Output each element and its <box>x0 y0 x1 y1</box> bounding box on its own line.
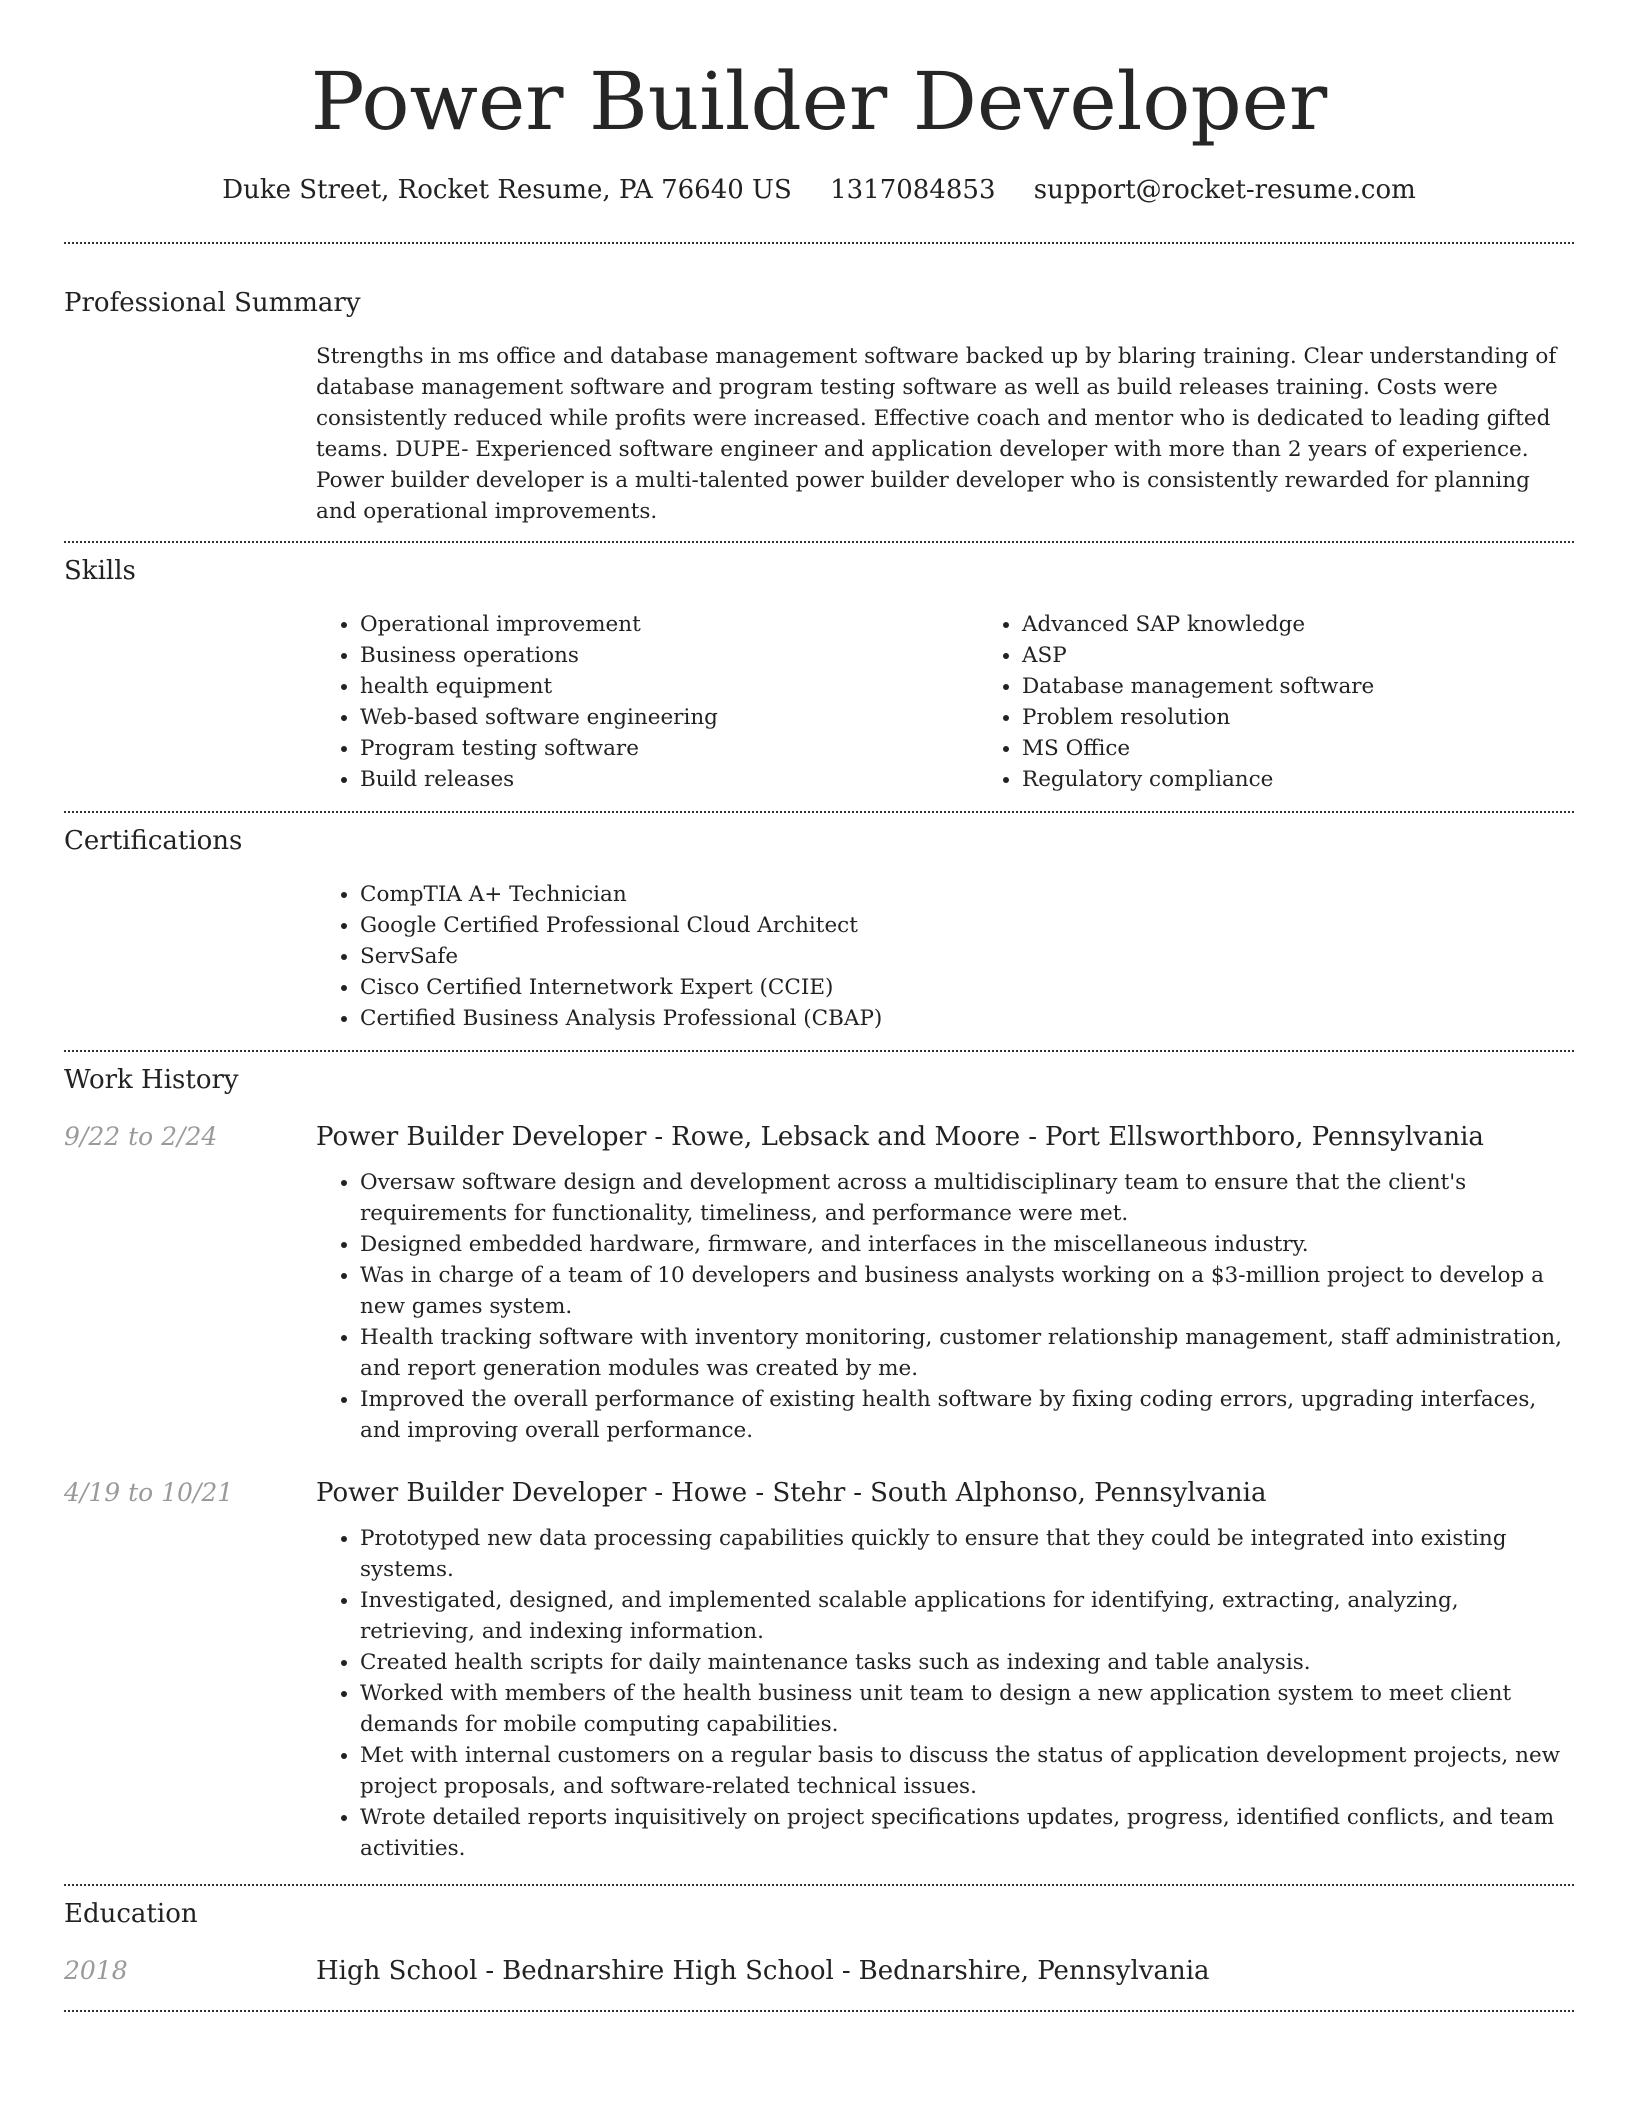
work-history-section <box>64 1064 1574 1864</box>
job-role: Power Builder Developer <box>316 1122 647 1152</box>
skill-item: • Build releases <box>360 764 978 795</box>
title-separator: - <box>485 1956 495 1986</box>
title-separator: - <box>841 1956 851 1986</box>
section-title-work-history: Work History <box>64 1065 239 1095</box>
job-bullet: • Oversaw software design and development across a multidisciplinary team to ensure that the client's requirements for functionality, timeliness, and performance were met. <box>360 1167 1574 1229</box>
certifications-content <box>316 879 1574 1034</box>
education-degree: High School <box>316 1956 478 1986</box>
divider <box>64 242 1574 244</box>
job-dates: 9/22 to 2/24 <box>64 1122 218 1151</box>
skills-section <box>64 555 1574 795</box>
section-title-summary: Professional Summary <box>64 288 361 318</box>
skill-item: • Web-based software engineering <box>360 702 978 733</box>
education-title-line <box>316 1954 1210 1988</box>
job-bullet: • Investigated, designed, and implemented scalable applications for identifying, extracting, analyzing, retrieving, and indexing information. <box>360 1585 1574 1647</box>
divider <box>64 1050 1574 1052</box>
job-bullet: • Worked with members of the health business unit team to design a new application system to meet client demands for mobile computing capabilities. <box>360 1678 1574 1740</box>
section-title-certifications: Certifications <box>64 826 243 856</box>
title-separator: - <box>853 1478 863 1508</box>
education-school: Bednarshire High School <box>502 1956 834 1986</box>
education-header <box>64 1954 1574 1988</box>
certification-item: • Cisco Certified Internetwork Expert (CCIE) <box>360 972 1574 1003</box>
divider <box>64 541 1574 543</box>
job-title-line <box>316 1476 1266 1510</box>
education-location: Bednarshire, Pennsylvania <box>858 1956 1210 1986</box>
certification-item: • Google Certified Professional Cloud Architect <box>360 910 1574 941</box>
title-separator: - <box>654 1122 664 1152</box>
skill-item: • ASP <box>1022 640 1632 671</box>
contact-phone: 1317084853 <box>830 175 996 205</box>
job-header <box>64 1120 1574 1154</box>
skill-item: • Program testing software <box>360 733 978 764</box>
job-bullet: • Met with internal customers on a regular basis to discuss the status of application development projects, new project proposals, and software-related technical issues. <box>360 1740 1574 1802</box>
skill-item: • Business operations <box>360 640 978 671</box>
summary-content <box>316 341 1574 527</box>
job-bullet: • Wrote detailed reports inquisitively on project specifications updates, progress, identified conflicts, and team activities. <box>360 1802 1574 1864</box>
skills-list-right <box>978 609 1632 795</box>
contact-email: support@rocket-resume.com <box>1033 175 1416 205</box>
skill-item: • Regulatory compliance <box>1022 764 1632 795</box>
candidate-name: Power Builder Developer <box>310 55 1328 148</box>
job-bullets <box>316 1167 1574 1446</box>
job-bullet: • Created health scripts for daily maintenance tasks such as indexing and table analysis. <box>360 1647 1574 1678</box>
skill-item: • Database management software <box>1022 671 1632 702</box>
job-bullet: • Was in charge of a team of 10 developers and business analysts working on a $3-million project to develop a new games system. <box>360 1260 1574 1322</box>
job-details <box>316 1167 1574 1446</box>
certification-item: • Certified Business Analysis Professional (CBAP) <box>360 1003 1574 1034</box>
job-title-line <box>316 1120 1484 1154</box>
job-details <box>316 1523 1574 1864</box>
job-bullet: • Improved the overall performance of existing health software by fixing coding errors, upgrading interfaces, and improving overall performance. <box>360 1384 1574 1446</box>
skills-grid <box>316 609 1574 795</box>
job-company: Rowe, Lebsack and Moore <box>671 1122 1021 1152</box>
job-header <box>64 1476 1574 1510</box>
title-separator: - <box>1028 1122 1037 1152</box>
education-year: 2018 <box>64 1956 128 1985</box>
summary-section <box>64 287 1574 527</box>
summary-text: Strengths in ms office and database management software backed up by blaring training. Clear understanding of database management software and program testing software as well as build releases training. Costs were consistently reduced while profits were increased. Effective coach and mentor who is dedicated to leading gifted teams. DUPE- Experienced software engineer and application developer with more than 2 years of experience. Power builder developer is a multi-talented power builder developer who is consistently rewarded for planning and operational improvements. <box>316 344 1557 524</box>
job-entry <box>64 1476 1574 1864</box>
certification-item: • ServSafe <box>360 941 1574 972</box>
skill-item: • Problem resolution <box>1022 702 1632 733</box>
job-entry <box>64 1120 1574 1446</box>
skills-content <box>316 609 1574 795</box>
certifications-list <box>316 879 1574 1034</box>
job-company: Howe - Stehr <box>671 1478 846 1508</box>
section-title-skills: Skills <box>64 556 136 586</box>
job-location: South Alphonso, Pennsylvania <box>870 1478 1267 1508</box>
resume-page <box>64 0 1574 2012</box>
job-dates: 4/19 to 10/21 <box>64 1478 234 1507</box>
contact-line <box>64 170 1574 210</box>
job-bullet: • Designed embedded hardware, firmware, and interfaces in the miscellaneous industry. <box>360 1229 1574 1260</box>
skills-list-left <box>316 609 978 795</box>
job-bullet: • Health tracking software with inventory monitoring, customer relationship management, staff administration, and report generation modules was created by me. <box>360 1322 1574 1384</box>
divider <box>64 2010 1574 2012</box>
certifications-section <box>64 825 1574 1034</box>
divider <box>64 1884 1574 1886</box>
education-section <box>64 1898 1574 1988</box>
title-separator: - <box>654 1478 664 1508</box>
job-location: Port Ellsworthboro, Pennsylvania <box>1045 1122 1484 1152</box>
skill-item: • health equipment <box>360 671 978 702</box>
job-bullets <box>316 1523 1574 1864</box>
skill-item: • MS Office <box>1022 733 1632 764</box>
job-role: Power Builder Developer <box>316 1478 647 1508</box>
divider <box>64 811 1574 813</box>
skill-item: • Operational improvement <box>360 609 978 640</box>
job-bullet: • Prototyped new data processing capabilities quickly to ensure that they could be integrated into existing systems. <box>360 1523 1574 1585</box>
certification-item: • CompTIA A+ Technician <box>360 879 1574 910</box>
contact-address: Duke Street, Rocket Resume, PA 76640 US <box>222 175 792 205</box>
section-title-education: Education <box>64 1899 198 1929</box>
skill-item: • Advanced SAP knowledge <box>1022 609 1632 640</box>
